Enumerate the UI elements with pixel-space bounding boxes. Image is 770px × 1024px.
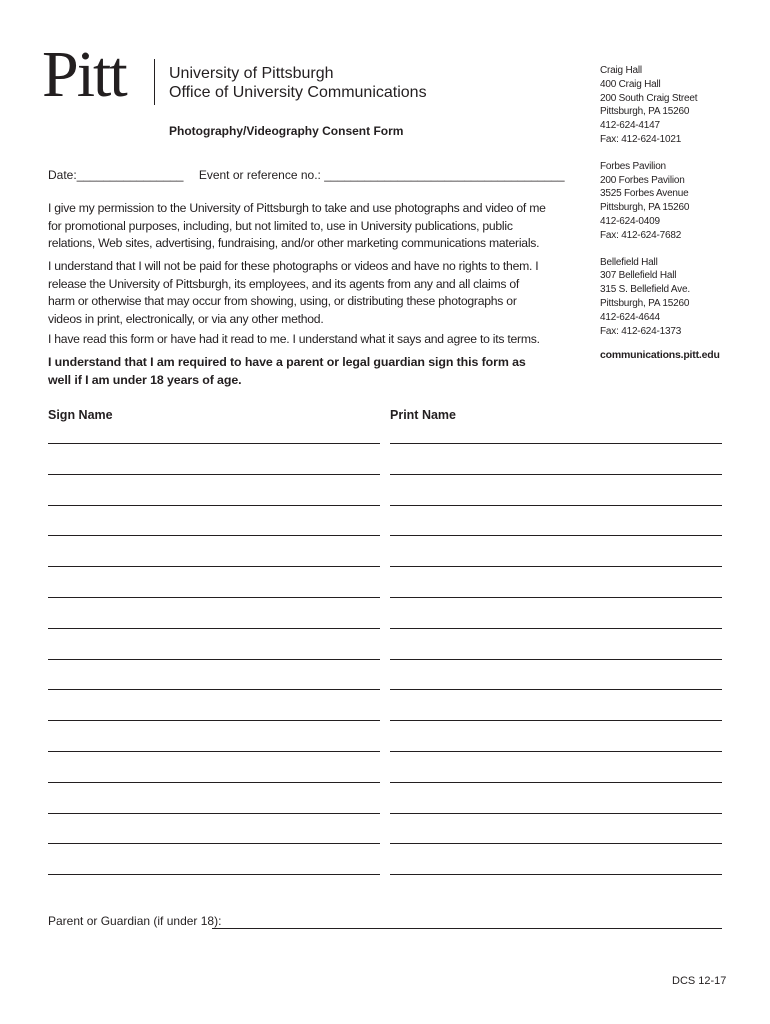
print-name-field[interactable] xyxy=(390,782,722,783)
logo-divider xyxy=(154,59,155,105)
event-label: Event or reference no.: xyxy=(198,168,321,182)
print-name-field[interactable] xyxy=(390,535,722,536)
office-name: Office of University Communications xyxy=(169,84,427,101)
sign-name-field[interactable] xyxy=(48,659,380,660)
address-line: 307 Bellefield Hall xyxy=(600,270,677,282)
sign-name-field[interactable] xyxy=(48,505,380,506)
permission-paragraph: I give my permission to the University of Pittsburgh to take and use photographs and video of me for promotional purposes, including, but not limited to, use in University publications, public relations, Web sites, advertising, fundraising, and/or other marketing communications materials. xyxy=(48,201,546,250)
form-code: DCS 12-17 xyxy=(672,975,727,987)
guardian-signature-field[interactable] xyxy=(212,928,722,929)
print-name-field[interactable] xyxy=(390,474,722,475)
sign-name-field[interactable] xyxy=(48,720,380,721)
phone-number: 412-624-0409 xyxy=(600,215,660,227)
fax-number: Fax: 412-624-1373 xyxy=(600,325,682,337)
address-line: 3525 Forbes Avenue xyxy=(600,188,689,200)
print-name-field[interactable] xyxy=(390,628,722,629)
print-name-field[interactable] xyxy=(390,597,722,598)
university-name: University of Pittsburgh xyxy=(169,65,334,82)
sign-name-field[interactable] xyxy=(48,813,380,814)
address-line: Forbes Pavilion xyxy=(600,160,666,172)
sign-name-field[interactable] xyxy=(48,782,380,783)
phone-number: 412-624-4147 xyxy=(600,120,660,132)
sign-name-header: Sign Name xyxy=(48,408,113,422)
print-name-field[interactable] xyxy=(390,874,722,875)
fax-number: Fax: 412-624-1021 xyxy=(600,133,682,145)
print-name-field[interactable] xyxy=(390,659,722,660)
address-line: Bellefield Hall xyxy=(600,256,658,268)
sign-name-field[interactable] xyxy=(48,843,380,844)
address-sidebar xyxy=(600,64,760,363)
sign-name-field[interactable] xyxy=(48,597,380,598)
address-line: 315 S. Bellefield Ave. xyxy=(600,284,690,296)
sign-name-field[interactable] xyxy=(48,566,380,567)
phone-number: 412-624-4644 xyxy=(600,311,660,323)
release-paragraph: I understand that I will not be paid for these photographs or videos and have no rights to them. I release the University of Pittsburgh, its employees, and its agents from any and all claims of harm or otherwise that may occur from showing, using, or distributing these photographs or videos in print, electronically, or via any other method. xyxy=(48,259,539,326)
address-block-forbes-pavilion xyxy=(600,160,760,243)
print-name-header: Print Name xyxy=(390,408,456,422)
date-label: Date: xyxy=(48,168,77,182)
print-name-field[interactable] xyxy=(390,751,722,752)
print-name-field[interactable] xyxy=(390,843,722,844)
fax-number: Fax: 412-624-7682 xyxy=(600,229,682,241)
sign-name-field[interactable] xyxy=(48,874,380,875)
sign-name-field[interactable] xyxy=(48,628,380,629)
address-block-bellefield-hall xyxy=(600,256,760,339)
guardian-label: Parent or Guardian (if under 18): xyxy=(48,914,222,928)
website-link[interactable]: communications.pitt.edu xyxy=(600,349,720,362)
print-name-field[interactable] xyxy=(390,505,722,506)
acknowledgement-paragraph: I have read this form or have had it read to me. I understand what it says and agree to its terms. xyxy=(48,332,540,346)
date-event-row xyxy=(48,168,565,183)
form-title: Photography/Videography Consent Form xyxy=(169,124,404,138)
date-field[interactable]: ________________ xyxy=(76,168,184,182)
address-line: Craig Hall xyxy=(600,65,642,76)
sign-name-field[interactable] xyxy=(48,443,380,444)
print-name-field[interactable] xyxy=(390,720,722,721)
address-line: Pittsburgh, PA 15260 xyxy=(600,297,690,309)
print-name-field[interactable] xyxy=(390,813,722,814)
address-line: 400 Craig Hall xyxy=(600,78,661,90)
print-name-field[interactable] xyxy=(390,566,722,567)
address-line: Pittsburgh, PA 15260 xyxy=(600,106,690,118)
address-line: 200 Forbes Pavilion xyxy=(600,174,685,186)
address-line: Pittsburgh, PA 15260 xyxy=(600,202,690,214)
guardian-notice: I understand that I am required to have a parent or legal guardian sign this form as well if I am under 18 years of age. xyxy=(48,355,526,387)
sign-name-field[interactable] xyxy=(48,689,380,690)
sign-name-field[interactable] xyxy=(48,751,380,752)
sign-name-field[interactable] xyxy=(48,474,380,475)
event-field[interactable]: ____________________________________ xyxy=(324,168,565,182)
print-name-field[interactable] xyxy=(390,689,722,690)
sign-name-field[interactable] xyxy=(48,535,380,536)
address-line: 200 South Craig Street xyxy=(600,92,698,104)
pitt-logo: Pitt xyxy=(42,38,126,111)
address-block-craig-hall xyxy=(600,64,760,147)
print-name-field[interactable] xyxy=(390,443,722,444)
